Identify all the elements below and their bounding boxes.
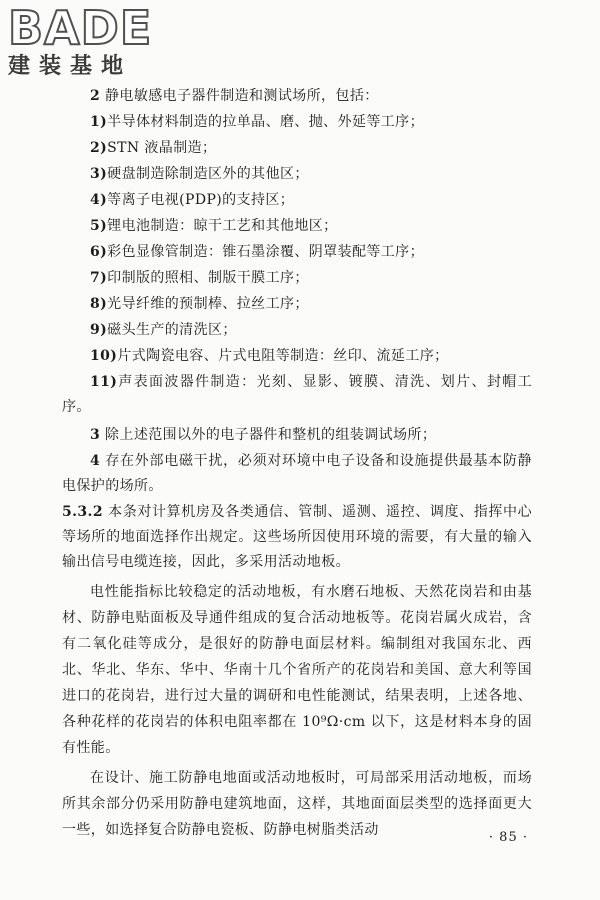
- item-number: 4: [90, 453, 101, 469]
- sub-item-text: 半导体材料制造的拉单晶、磨、抛、外延等工序；: [107, 114, 424, 130]
- sub-item-number: 2): [90, 140, 108, 156]
- sub-item-number: 9): [90, 322, 108, 338]
- sub-item-text: 硬盘制造除制造区外的其他区；: [107, 166, 309, 182]
- sub-item-text: 彩色显像管制造：锥石墨涂覆、阴罩装配等工序；: [107, 244, 424, 260]
- clause-number: 5.3.2: [62, 504, 103, 520]
- sub-item-text: 印制版的照相、制版干膜工序；: [107, 270, 309, 286]
- sub-item-number: 11): [90, 374, 118, 390]
- sub-item-text: 光导纤维的预制棒、拉丝工序；: [107, 296, 309, 312]
- sub-list-item: [62, 370, 532, 420]
- item-text: 除上述范围以外的电子器件和整机的组装调试场所；: [105, 427, 437, 443]
- sub-list-item: [62, 136, 532, 161]
- item-text: 静电敏感电子器件制造和测试场所，包括：: [105, 88, 379, 104]
- sub-item-text: STN 液晶制造；: [107, 140, 217, 156]
- sub-item-number: 5): [90, 218, 108, 234]
- sub-item-number: 8): [90, 296, 108, 312]
- sub-item-number: 10): [90, 348, 118, 364]
- sub-list-item: [62, 188, 532, 213]
- sub-item-text: 片式陶瓷电容、片式电阻等制造：丝印、流延工序；: [117, 348, 449, 364]
- sub-list-item: [62, 110, 532, 135]
- list-item: [62, 449, 532, 499]
- sub-item-number: 3): [90, 166, 108, 182]
- sub-item-text: 锂电池制造：晾干工艺和其他地区；: [107, 218, 338, 234]
- item-text: 存在外部电磁干扰，必须对环境中电子设备和设施提供最基本防静电保护的场所。: [62, 453, 532, 494]
- sub-list-item: [62, 318, 532, 343]
- sub-item-text: 等离子电视(PDP)的支持区；: [107, 192, 295, 208]
- sub-list-item: [62, 292, 532, 317]
- sub-item-number: 1): [90, 114, 108, 130]
- sub-list-item: [62, 344, 532, 369]
- sub-item-number: 6): [90, 244, 108, 260]
- body-paragraph: 在设计、施工防静电地面或活动地板时，可局部采用活动地板，而场所其余部分仍采用防静电建筑地面，这样，其地面面层类型的选择面更大一些，如选择复合防静电瓷板、防静电树脂类活动: [62, 770, 532, 838]
- item-number: 2: [90, 88, 101, 104]
- list-item: [62, 423, 532, 448]
- item-number: 3: [90, 427, 101, 443]
- clause-paragraph: [62, 500, 532, 575]
- document-body: [62, 84, 532, 843]
- sub-item-number: 4): [90, 192, 108, 208]
- logo-wordmark: BADE: [8, 1, 153, 55]
- sub-item-text: 磁头生产的清洗区；: [107, 322, 237, 338]
- sub-list-item: [62, 214, 532, 239]
- list-item: [62, 84, 532, 109]
- sub-list-item: [62, 266, 532, 291]
- sub-list-item: [62, 162, 532, 187]
- sub-item-number: 7): [90, 270, 108, 286]
- logo: [8, 1, 178, 80]
- sub-item-text: 声表面波器件制造：光刻、显影、镀膜、清洗、划片、封帽工序。: [62, 374, 532, 415]
- logo-subtitle: 建装基地: [8, 54, 133, 79]
- sub-list-item: [62, 240, 532, 265]
- clause-text: 本条对计算机房及各类通信、管制、遥测、遥控、调度、指挥中心等场所的地面选择作出规定。这些场所因使用环境的需要，有大量的输入输出信号电缆连接，因此，多采用活动地板。: [62, 504, 532, 570]
- body-paragraph: 电性能指标比较稳定的活动地板，有水磨石地板、天然花岗岩和由基材、防静电贴面板及导通件组成的复合活动地板等。花岗岩属火成岩，含有二氧化硅等成分，是很好的防静电面层材料。编制组对我国东北、西北、华北、华东、华中、华南十几个省所产的花岗岩和美国、意大利等国进口的花岗岩，进行过大量的调研和电性能测试，结果表明，上述各地、各种花样的花岗岩的体积电阻率都在 10⁹Ω·cm 以下，这是材料本身的固有性能。: [62, 584, 532, 756]
- page-number: · 85 ·: [488, 830, 528, 845]
